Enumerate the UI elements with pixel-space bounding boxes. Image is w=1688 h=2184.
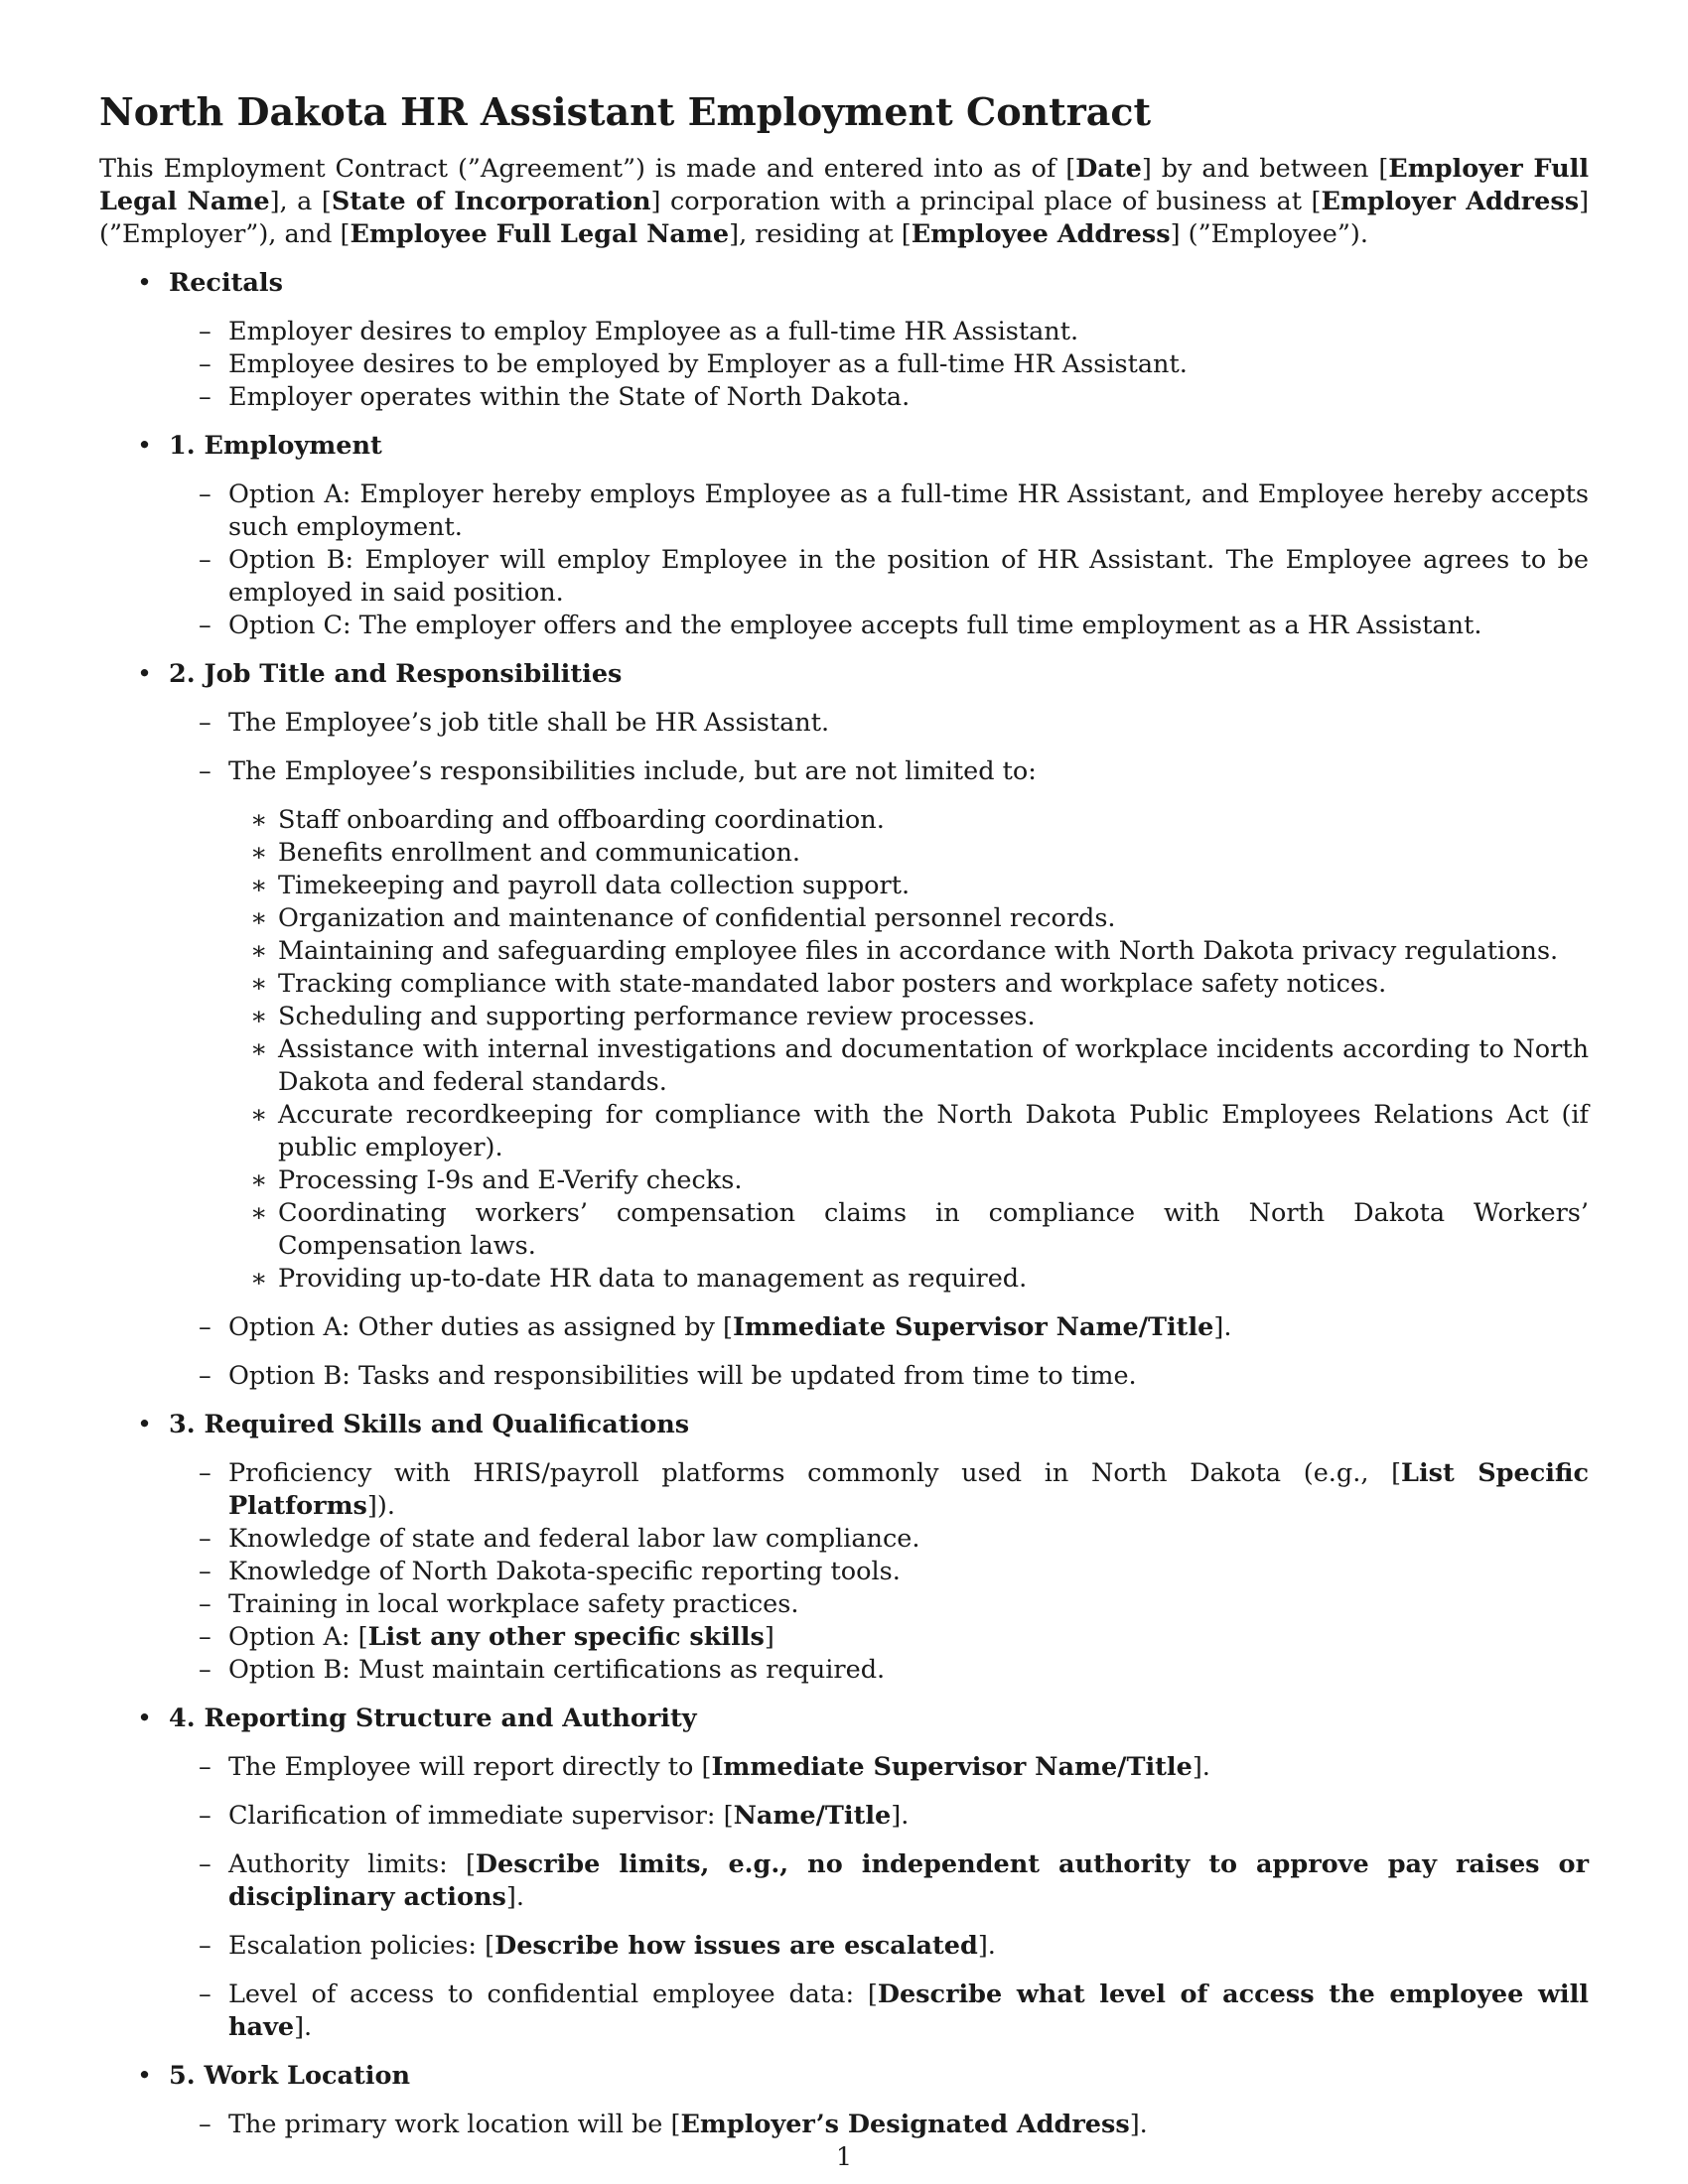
item-text: Escalation policies: [ bbox=[228, 1931, 495, 1961]
list-item: – The Employee’s job title shall be HR Assistant. bbox=[169, 707, 1589, 740]
list-item: – Training in local workplace safety practices. bbox=[169, 1588, 1589, 1621]
list-item: – Knowledge of state and federal labor law compliance. bbox=[169, 1523, 1589, 1556]
responsibilities-list bbox=[228, 804, 1589, 1296]
list-item bbox=[169, 1979, 1589, 2044]
list-item: – Knowledge of North Dakota-specific reporting tools. bbox=[169, 1556, 1589, 1588]
list-item: – Employer operates within the State of North Dakota. bbox=[169, 381, 1589, 414]
item-text: Proficiency with HRIS/payroll platforms commonly used in North Dakota (e.g., [ bbox=[228, 1458, 1402, 1488]
intro-text: This Employment Contract (”Agreement”) is made and entered into as of [ bbox=[99, 154, 1076, 184]
list-item bbox=[169, 1457, 1589, 1523]
section-reporting bbox=[99, 1703, 1589, 2044]
list-item: ∗ Assistance with internal investigations and documentation of workplace incidents according to North Dakota and federal standards. bbox=[228, 1033, 1589, 1099]
list-item bbox=[169, 755, 1589, 1296]
list-item: ∗ Benefits enrollment and communication. bbox=[228, 837, 1589, 870]
item-text: Option A: [ bbox=[228, 1622, 368, 1652]
list-item bbox=[169, 1311, 1589, 1344]
list-item: – Option B: Employer will employ Employee in the position of HR Assistant. The Employee agrees to be employed in said position. bbox=[169, 544, 1589, 610]
list-item: ∗ Maintaining and safeguarding employee files in accordance with North Dakota privacy regulations. bbox=[228, 935, 1589, 968]
placeholder-platforms: List Specific Platforms bbox=[228, 1458, 1589, 1521]
section-title: 1. Employment bbox=[169, 431, 382, 461]
placeholder-access-level: Describe what level of access the employee will have bbox=[228, 1979, 1589, 2042]
item-text: ]. bbox=[294, 2012, 313, 2042]
placeholder-name-title: Name/Title bbox=[733, 1801, 892, 1831]
list-item: ∗ Staff onboarding and offboarding coordination. bbox=[228, 804, 1589, 837]
skills-list bbox=[169, 1457, 1589, 1687]
list-item: ∗ Timekeeping and payroll data collection support. bbox=[228, 870, 1589, 902]
item-text: ] bbox=[764, 1622, 774, 1652]
item-text: The Employee will report directly to [ bbox=[228, 1752, 712, 1782]
item-text: Option A: Other duties as assigned by [ bbox=[228, 1312, 733, 1342]
document-title: North Dakota HR Assistant Employment Contract bbox=[99, 89, 1152, 134]
placeholder-state: State of Incorporation bbox=[331, 187, 651, 216]
placeholder-employer-name: Employer Full Legal Name bbox=[99, 154, 1590, 216]
section-list bbox=[99, 267, 1589, 2141]
list-item: – Option B: Must maintain certifications as required. bbox=[169, 1654, 1589, 1687]
location-list bbox=[169, 2109, 1589, 2141]
placeholder-supervisor: Immediate Supervisor Name/Title bbox=[733, 1312, 1214, 1342]
list-item: – Option C: The employer offers and the employee accepts full time employment as a HR Assistant. bbox=[169, 610, 1589, 642]
item-text: ]). bbox=[366, 1491, 395, 1521]
list-item: – Employee desires to be employed by Employer as a full-time HR Assistant. bbox=[169, 348, 1589, 381]
item-text: ]. bbox=[505, 1882, 524, 1912]
recitals-list bbox=[169, 316, 1589, 414]
intro-text: ] corporation with a principal place of business at [ bbox=[650, 187, 1322, 216]
section-skills bbox=[99, 1409, 1589, 1687]
list-item: ∗ Accurate recordkeeping for compliance with the North Dakota Public Employees Relations Act (if public employer). bbox=[228, 1099, 1589, 1164]
intro-paragraph bbox=[99, 153, 1589, 251]
item-text: Clarification of immediate supervisor: [ bbox=[228, 1801, 734, 1831]
list-item: ∗ Coordinating workers’ compensation claims in compliance with North Dakota Workers’ Compensation laws. bbox=[228, 1197, 1589, 1263]
document-page bbox=[99, 89, 1589, 2141]
list-item bbox=[169, 1621, 1589, 1654]
placeholder-employee-address: Employee Address bbox=[911, 219, 1171, 249]
intro-text: ], a [ bbox=[269, 187, 332, 216]
section-work-location bbox=[99, 2060, 1589, 2141]
item-text: ]. bbox=[891, 1801, 910, 1831]
list-item: ∗ Tracking compliance with state-mandated labor posters and workplace safety notices. bbox=[228, 968, 1589, 1001]
intro-text: ], residing at [ bbox=[729, 219, 912, 249]
section-title: 3. Required Skills and Qualifications bbox=[169, 1410, 690, 1439]
placeholder-supervisor: Immediate Supervisor Name/Title bbox=[711, 1752, 1193, 1782]
section-title: Recitals bbox=[169, 268, 283, 298]
employment-list bbox=[169, 478, 1589, 642]
section-title: 2. Job Title and Responsibilities bbox=[169, 659, 623, 689]
intro-text: ] (”Employer”), and [ bbox=[99, 187, 1590, 249]
list-item: ∗ Scheduling and supporting performance review processes. bbox=[228, 1001, 1589, 1033]
list-item: – Option A: Employer hereby employs Employee as a full-time HR Assistant, and Employee hereby accepts such employment. bbox=[169, 478, 1589, 544]
intro-text: ] by and between [ bbox=[1141, 154, 1389, 184]
intro-text: ] (”Employee”). bbox=[1170, 219, 1368, 249]
placeholder-authority-limits: Describe limits, e.g., no independent authority to approve pay raises or disciplinary actions bbox=[228, 1849, 1590, 1912]
page-number: 1 bbox=[835, 2142, 853, 2172]
section-recitals bbox=[99, 267, 1589, 414]
item-text: ]. bbox=[1192, 1752, 1210, 1782]
list-item bbox=[169, 2109, 1589, 2141]
item-text: ]. bbox=[1129, 2110, 1148, 2139]
list-item: – Option B: Tasks and responsibilities will be updated from time to time. bbox=[169, 1360, 1589, 1393]
item-text: Authority limits: [ bbox=[228, 1849, 476, 1879]
list-item: ∗ Organization and maintenance of confidential personnel records. bbox=[228, 902, 1589, 935]
list-item: – Employer desires to employ Employee as a full-time HR Assistant. bbox=[169, 316, 1589, 348]
placeholder-date: Date bbox=[1075, 154, 1142, 184]
section-employment bbox=[99, 430, 1589, 642]
section-job-title bbox=[99, 658, 1589, 1393]
item-text: ]. bbox=[977, 1931, 996, 1961]
list-item: ∗ Processing I-9s and E-Verify checks. bbox=[228, 1164, 1589, 1197]
placeholder-skills: List any other specific skills bbox=[367, 1622, 765, 1652]
list-item: ∗ Providing up-to-date HR data to management as required. bbox=[228, 1263, 1589, 1296]
placeholder-employee-name: Employee Full Legal Name bbox=[350, 219, 730, 249]
list-item bbox=[169, 1800, 1589, 1833]
section-title: 5. Work Location bbox=[169, 2061, 411, 2091]
responsibilities-intro: The Employee’s responsibilities include, but are not limited to: bbox=[228, 756, 1037, 786]
list-item bbox=[169, 1930, 1589, 1963]
job-title-list bbox=[169, 707, 1589, 1393]
placeholder-designated-address: Employer’s Designated Address bbox=[680, 2110, 1130, 2139]
item-text: ]. bbox=[1213, 1312, 1232, 1342]
item-text: The primary work location will be [ bbox=[228, 2110, 681, 2139]
reporting-list bbox=[169, 1751, 1589, 2044]
item-text: Level of access to confidential employee data: [ bbox=[228, 1979, 878, 2009]
list-item bbox=[169, 1848, 1589, 1914]
placeholder-employer-address: Employer Address bbox=[1321, 187, 1580, 216]
placeholder-escalation: Describe how issues are escalated bbox=[494, 1931, 978, 1961]
section-title: 4. Reporting Structure and Authority bbox=[169, 1704, 697, 1733]
list-item bbox=[169, 1751, 1589, 1784]
